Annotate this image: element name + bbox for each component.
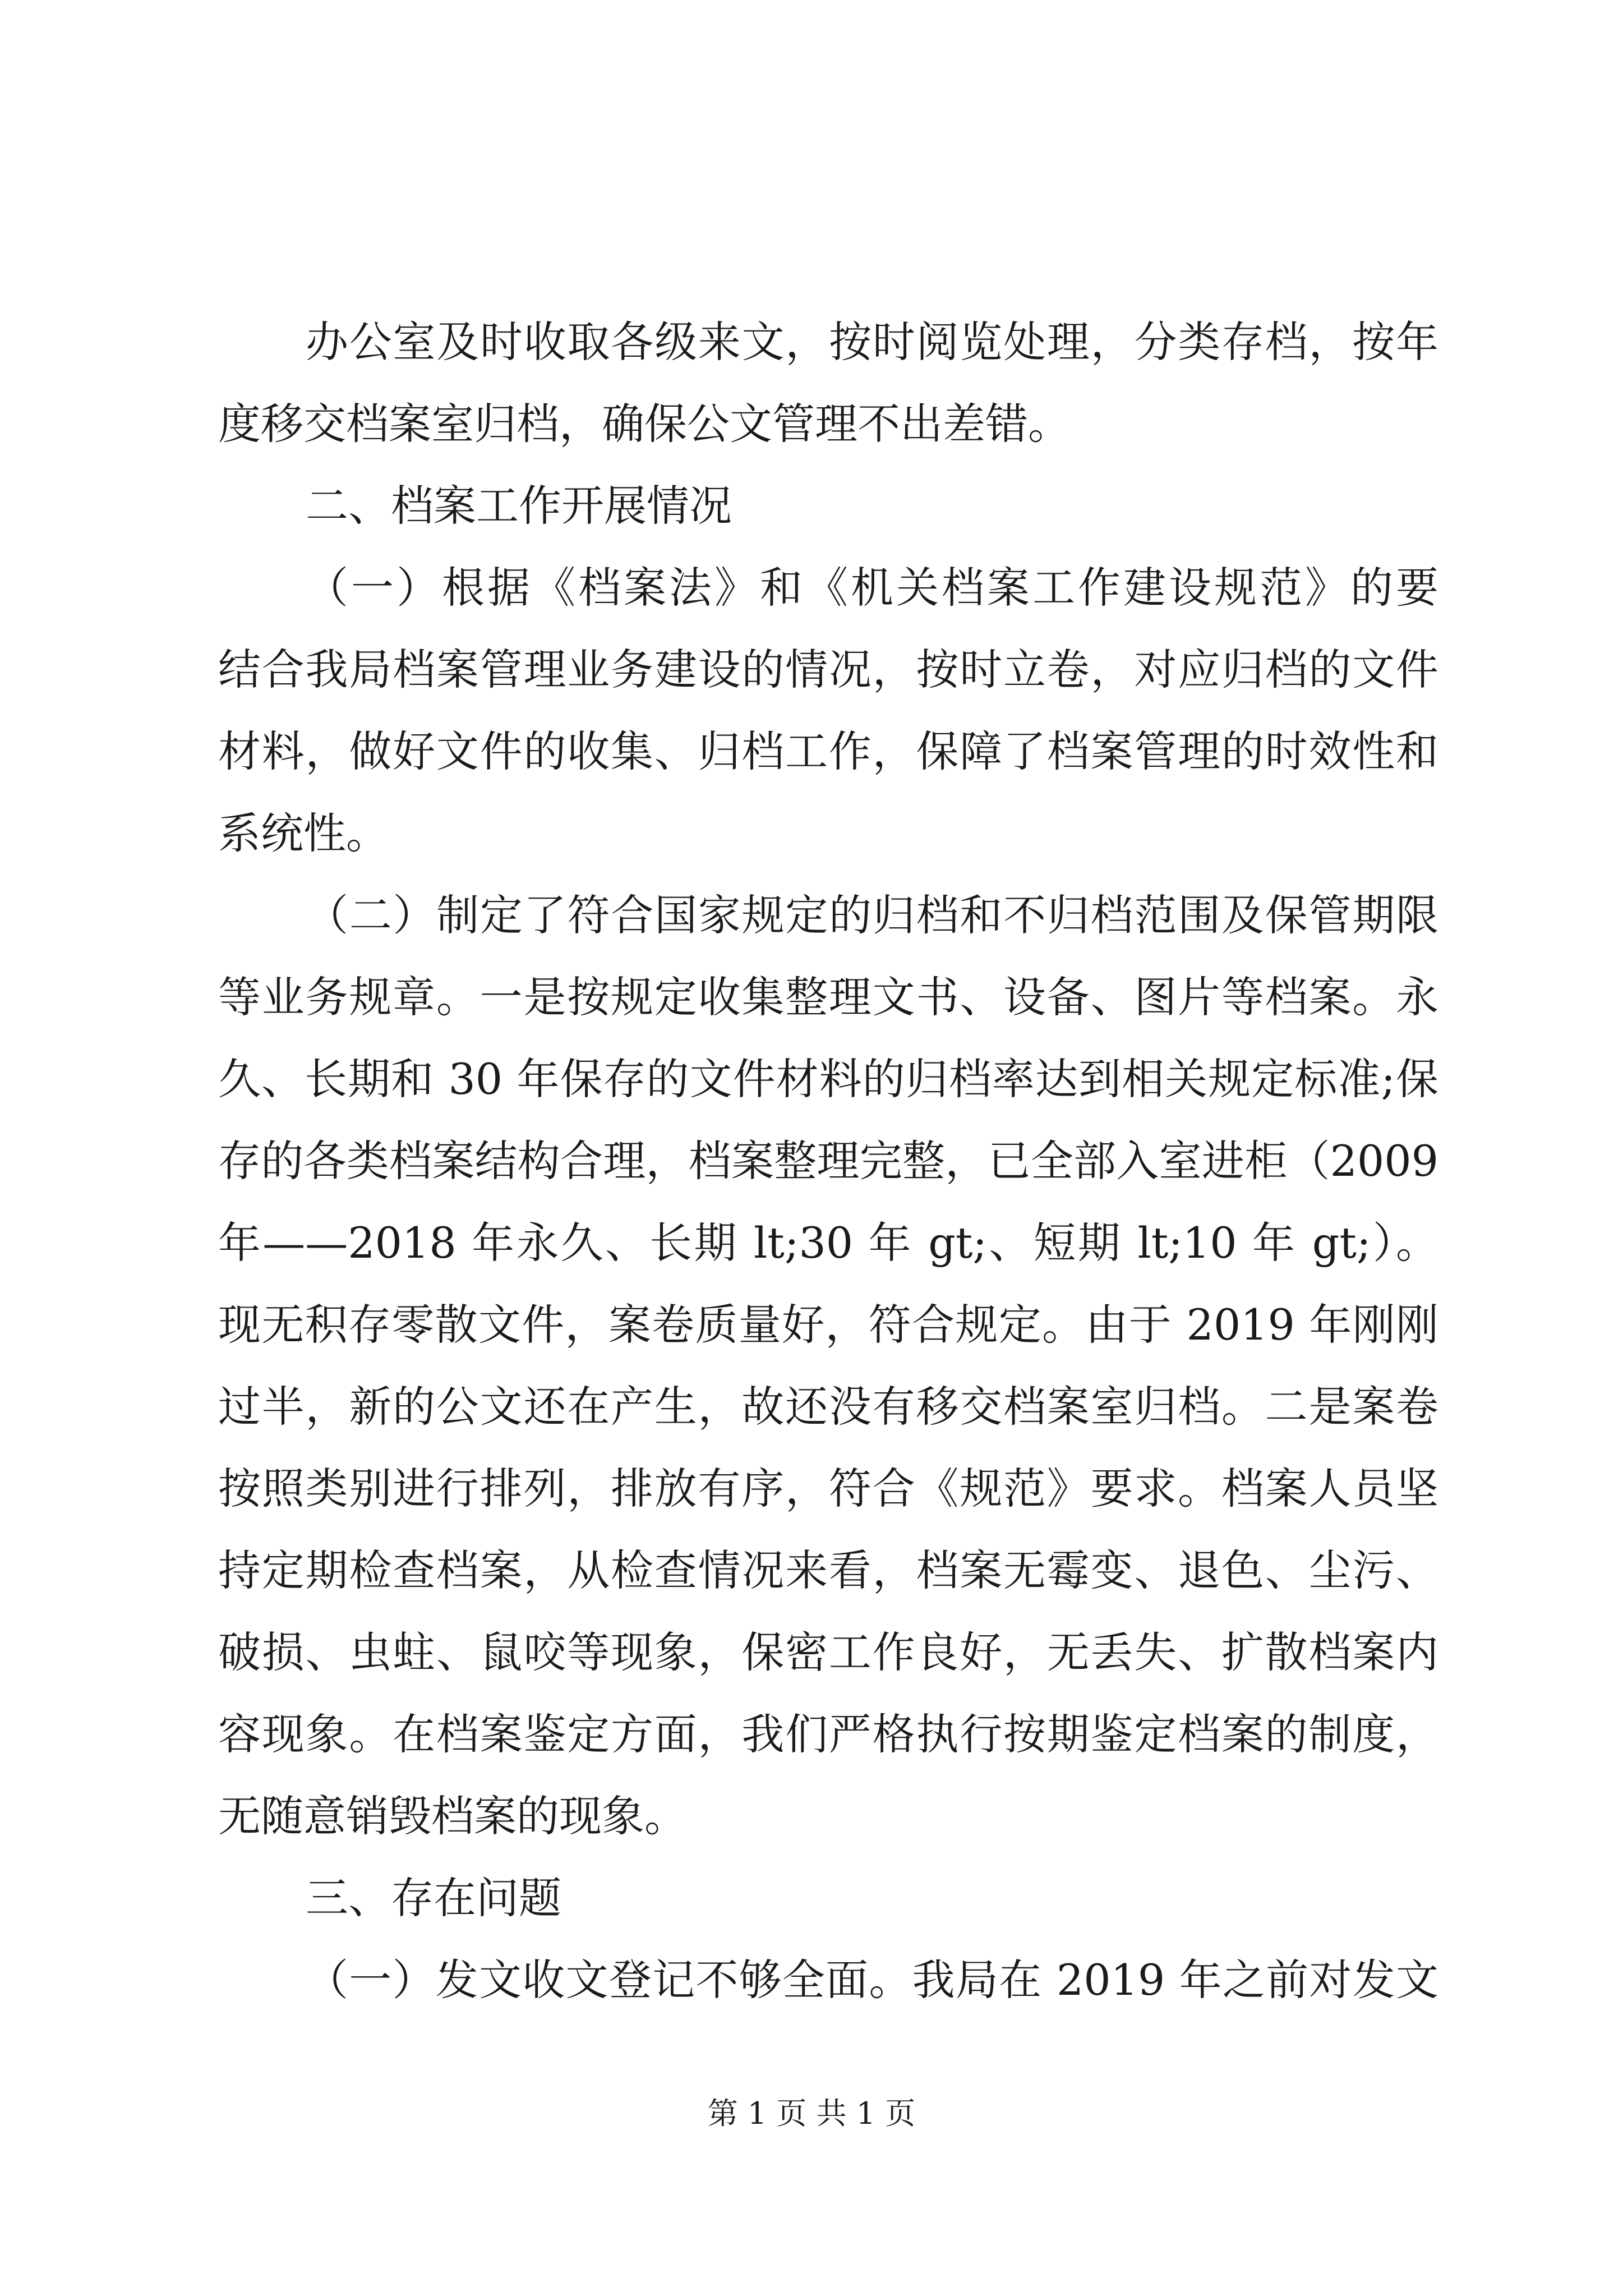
page-footer: 第 1 页 共 1 页: [707, 2096, 916, 2131]
section-heading: 三、存在问题: [306, 1873, 561, 1923]
text-line: 存的各类档案结构合理，档案整理完整，已全部入室进柜（2009: [218, 1136, 1438, 1186]
text-line: 久、长期和 30 年保存的文件材料的归档率达到相关规定标准;保: [218, 1054, 1438, 1104]
text-line: 材料，做好文件的收集、归档工作，保障了档案管理的时效性和: [218, 726, 1438, 776]
text-line: 破损、虫蛀、鼠咬等现象，保密工作良好，无丢失、扩散档案内: [218, 1627, 1438, 1677]
text-line: 过半，新的公文还在产生，故还没有移交档案室归档。二是案卷: [218, 1382, 1438, 1432]
text-line: 办公室及时收取各级来文，按时阅览处理，分类存档，按年: [306, 317, 1438, 367]
text-line: （一）根据《档案法》和《机关档案工作建设规范》的要: [306, 563, 1438, 613]
text-line: 现无积存零散文件，案卷质量好，符合规定。由于 2019 年刚刚: [218, 1300, 1438, 1350]
text-line: 等业务规章。一是按规定收集整理文书、设备、图片等档案。永: [218, 972, 1438, 1022]
text-line: 持定期检查档案，从检查情况来看，档案无霉变、退色、尘污、: [218, 1545, 1438, 1595]
text-line: 年——2018 年永久、长期 lt;30 年 gt;、短期 lt;10 年 gt;）。: [218, 1218, 1438, 1268]
text-line: 容现象。在档案鉴定方面，我们严格执行按期鉴定档案的制度，: [218, 1709, 1438, 1759]
text-line: 无随意销毁档案的现象。: [218, 1791, 687, 1841]
section-heading: 二、档案工作开展情况: [306, 481, 732, 531]
text-line: 结合我局档案管理业务建设的情况，按时立卷，对应归档的文件: [218, 645, 1438, 694]
text-line: 按照类别进行排列，排放有序，符合《规范》要求。档案人员坚: [218, 1464, 1438, 1513]
text-line: 系统性。: [218, 808, 389, 858]
text-line: （二）制定了符合国家规定的归档和不归档范围及保管期限: [306, 890, 1438, 940]
text-line: 度移交档案室归档，确保公文管理不出差错。: [218, 399, 1071, 449]
text-line: （一）发文收文登记不够全面。我局在 2019 年之前对发文: [306, 1955, 1438, 2005]
